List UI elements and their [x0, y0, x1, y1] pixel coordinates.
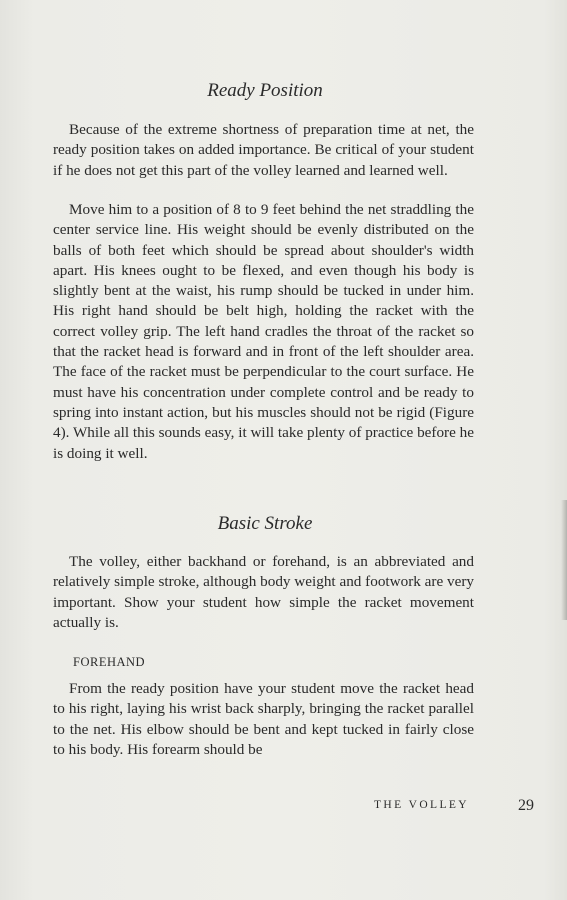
paragraph: The volley, either backhand or forehand, is an abbreviated and relatively simple stroke, although body weight and footwork are very important. Show your student how simple the racket movement actually is.: [53, 553, 474, 631]
section-heading-basic-stroke: Basic Stroke: [217, 513, 313, 534]
paragraph: Because of the extreme shortness of preparation time at net, the ready position takes on added importance. Be critical of your student if he does not get this part of the volley learned and learned well.: [53, 121, 474, 179]
paragraph: Move him to a position of 8 to 9 feet behind the net straddling the center service line. His weight should be evenly distributed on the balls of both feet which should be spread about shoulder's width apart. His knees ought to be flexed, and even though his body is slightly bent at the waist, his rump should be tucked in under him. His right hand should be belt high, holding the racket with the correct volley grip. The left hand cradles the throat of the racket so that the racket head is forward and in front of the left shoulder area. The face of the racket must be perpendicular to the court surface. He must have his concentration under complete control and be ready to spring into instant action, but his muscles should not be rigid (Figure 4). While all this sounds easy, it will take plenty of practice before he is doing it well.: [53, 201, 474, 462]
page-edge-shadow: [561, 500, 567, 620]
section-heading-ready-position: Ready Position: [207, 80, 323, 101]
subheading-forehand: FOREHAND: [73, 655, 146, 669]
page-number: 29: [518, 797, 534, 814]
paragraph: From the ready position have your student move the racket head to his right, laying his wrist back sharply, bringing the racket parallel to the net. His elbow should be bent and kept tucked in fairly close to his body. His forearm should be: [53, 680, 474, 758]
running-footer-title: THE VOLLEY: [374, 799, 470, 811]
